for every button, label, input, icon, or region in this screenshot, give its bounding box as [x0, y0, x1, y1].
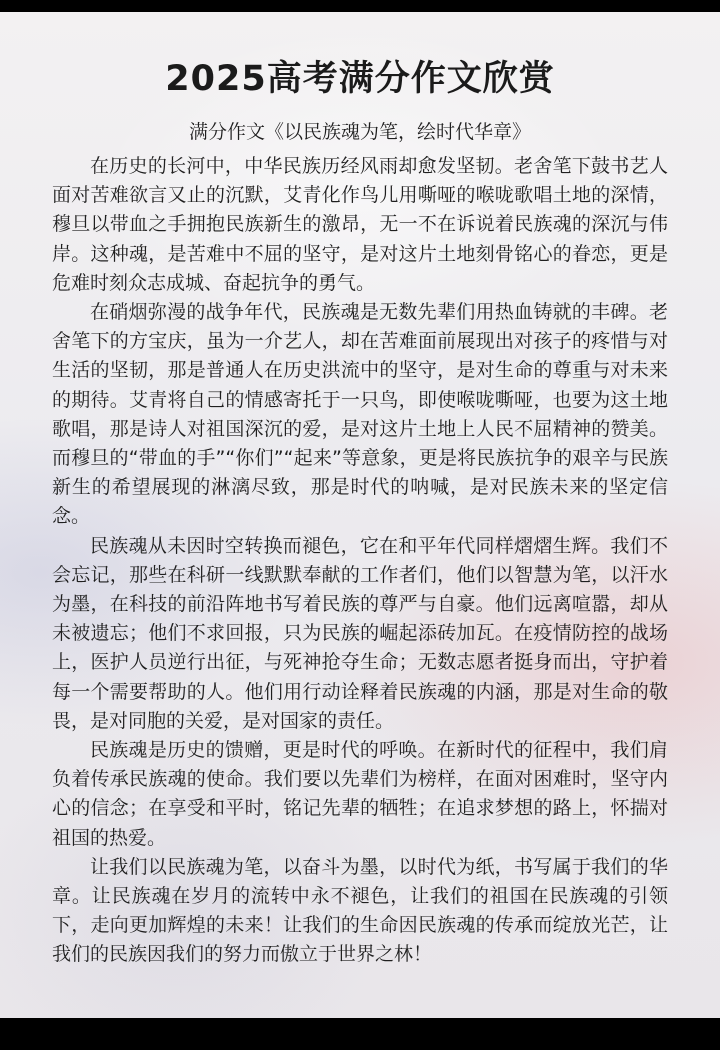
essay-body — [52, 152, 668, 970]
essay-paragraph-2: 在硝烟弥漫的战争年代，民族魂是无数先辈们用热血铸就的丰碑。老舍笔下的方宝庆，虽为一介艺人，却在苦难面前展现出对孩子的疼惜与对生活的坚韧，那是普通人在历史洪流中的坚守，是对生命的尊重与对未来的期待。艾青将自己的情感寄托于一只鸟，即使喉咙嘶哑，也要为这土地歌唱，那是诗人对祖国深沉的爱，是对这片土地上人民不屈精神的赞美。而穆旦的“带血的手”“你们”“起来”等意象，更是将民族抗争的艰辛与民族新生的希望展现的淋漓尽致，那是时代的呐喊，是对民族未来的坚定信念。 — [52, 301, 668, 528]
article-title: 2025高考满分作文欣赏 — [165, 59, 555, 99]
essay-subtitle: 满分作文《以民族魂为笔，绘时代华章》 — [188, 121, 531, 143]
essay-paragraph-1: 在历史的长河中，中华民族历经风雨却愈发坚韧。老舍笔下鼓书艺人面对苦难欲言又止的沉默，艾青化作鸟儿用嘶哑的喉咙歌唱土地的深情，穆旦以带血之手拥抱民族新生的激昂，无一不在诉说着民族魂的深沉与伟岸。这种魂，是苦难中不屈的坚守，是对这片土地刻骨铭心的眷恋，更是危难时刻众志成城、奋起抗争的勇气。 — [52, 155, 668, 294]
essay-paragraph-5: 让我们以民族魂为笔，以奋斗为墨，以时代为纸，书写属于我们的华章。让民族魂在岁月的流转中永不褪色，让我们的祖国在民族魂的引领下，走向更加辉煌的未来！让我们的生命因民族魂的传承而绽放光芒，让我们的民族因我们的努力而傲立于世界之林！ — [52, 855, 668, 966]
article-image — [0, 12, 720, 1018]
essay-paragraph-3: 民族魂从未因时空转换而褪色，它在和平年代同样熠熠生辉。我们不会忘记，那些在科研一线默默奉献的工作者们，他们以智慧为笔，以汗水为墨，在科技的前沿阵地书写着民族的尊严与自豪。他们远离喧嚣，却从未被遗忘；他们不求回报，只为民族的崛起添砖加瓦。在疫情防控的战场上，医护人员逆行出征，与死神抢夺生命；无数志愿者挺身而出，守护着每一个需要帮助的人。他们用行动诠释着民族魂的内涵，那是对生命的敬畏，是对同胞的关爱，是对国家的责任。 — [52, 534, 668, 732]
essay-paragraph-4: 民族魂是历史的馈赠，更是时代的呼唤。在新时代的征程中，我们肩负着传承民族魂的使命。我们要以先辈们为榜样，在面对困难时，坚守内心的信念；在享受和平时，铭记先辈的牺牲；在追求梦想的路上，怀揣对祖国的热爱。 — [52, 739, 668, 849]
